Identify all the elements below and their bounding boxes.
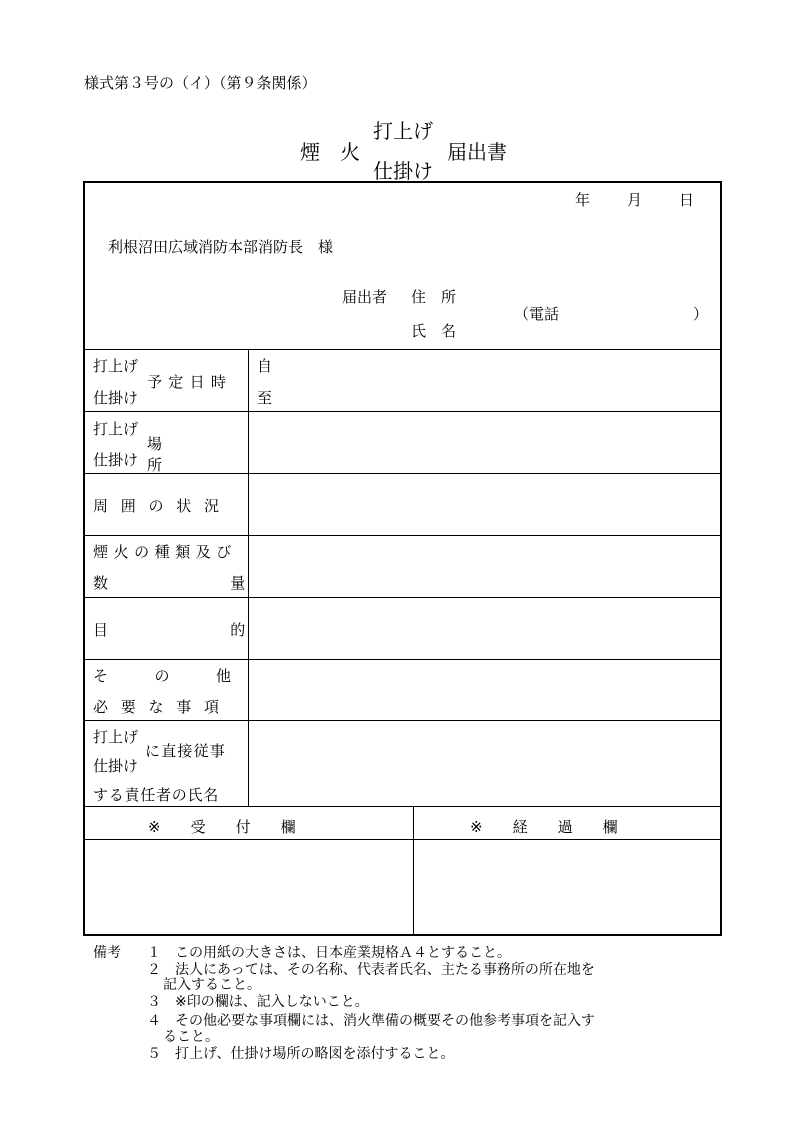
other-label-line1: その他 <box>93 667 278 685</box>
title-upper-option: 打上げ <box>373 119 433 143</box>
responsible-upper: 打上げ <box>93 728 139 746</box>
note-item: ２ 法人にあっては、その名称、代表者氏名、主たる事務所の所在地を <box>147 962 595 978</box>
note-item: １ この用紙の大きさは、日本産業規格Ａ４とすること。 <box>147 945 511 961</box>
schedule-label: 予定日時 <box>147 373 233 391</box>
schedule-from: 自 <box>257 357 273 375</box>
row-divider <box>85 659 720 660</box>
row-divider <box>85 806 720 807</box>
row-divider <box>85 597 720 598</box>
reception-column-header: ※ 受 付 欄 <box>148 818 296 836</box>
address-label: 住 所 <box>411 288 457 306</box>
note-item-continued: 記入すること。 <box>163 977 261 993</box>
row-divider <box>85 349 720 350</box>
row-divider <box>85 720 720 721</box>
responsible-lower: 仕掛け <box>93 757 139 775</box>
date-month: 月 <box>627 191 643 209</box>
purpose-label: 目的 <box>93 621 368 639</box>
title-right: 届出書 <box>447 140 507 164</box>
row-divider <box>85 839 720 840</box>
bottom-column-divider <box>413 806 414 934</box>
form-number: 様式第３号の（イ）（第９条関係） <box>84 74 317 92</box>
schedule-to: 至 <box>257 389 273 407</box>
progress-column-header: ※ 経 過 欄 <box>470 818 618 836</box>
schedule-lower: 仕掛け <box>93 389 139 407</box>
place-label-text: 場所 <box>147 435 220 474</box>
other-label-line2: 必要な事項 <box>93 698 232 716</box>
title-lower-option: 仕掛け <box>373 159 433 183</box>
phone-close: ） <box>693 305 709 323</box>
row-divider <box>85 411 720 412</box>
note-item: ４ その他必要な事項欄には、消火準備の概要その他参考事項を記入す <box>147 1013 595 1029</box>
note-item: ５ 打上げ、仕掛け場所の略図を添付すること。 <box>147 1046 455 1062</box>
date-day: 日 <box>679 191 695 209</box>
title-left: 煙 火 <box>300 140 360 164</box>
responsible-label-2: する責任者の氏名 <box>93 786 220 804</box>
schedule-upper: 打上げ <box>93 357 139 375</box>
place-label <box>147 433 239 475</box>
place-upper: 打上げ <box>93 420 139 438</box>
phone-label: （電話 <box>514 305 560 323</box>
place-lower: 仕掛け <box>93 451 139 469</box>
date-year: 年 <box>575 191 591 209</box>
responsible-label-1: に直接従事 <box>145 742 227 760</box>
notifier-label: 届出者 <box>342 288 388 306</box>
note-item-continued: ること。 <box>163 1029 219 1045</box>
fireworks-label-line2: 数量 <box>93 574 368 592</box>
notes-heading: 備考 <box>93 945 121 961</box>
row-divider <box>85 535 720 536</box>
note-item: ３ ※印の欄は、記入しないこと。 <box>147 994 369 1010</box>
name-label: 氏 名 <box>411 322 457 340</box>
surroundings-label: 周囲の状況 <box>93 497 232 515</box>
fireworks-label-line1: 煙火の種類及び <box>93 543 237 561</box>
addressee: 利根沼田広域消防本部消防長 様 <box>108 238 334 256</box>
